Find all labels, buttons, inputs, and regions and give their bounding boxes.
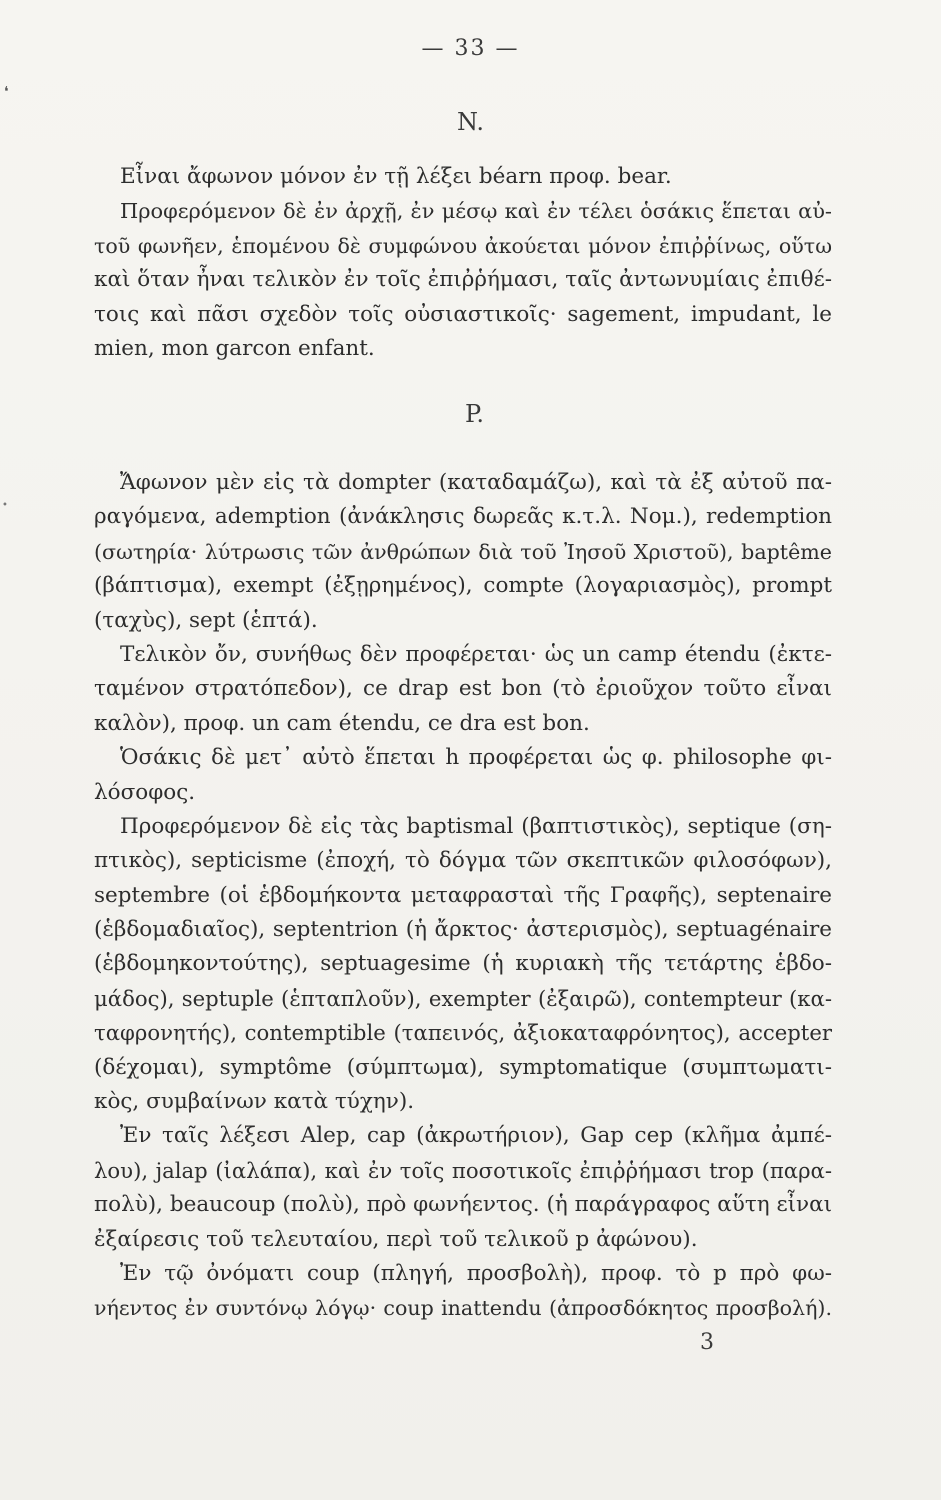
section-p-text [94, 466, 832, 1326]
margin-mark-icon: ❛ [4, 84, 9, 100]
text-line: καλὸν), προφ. un cam étendu, ce dra est bon. [94, 710, 590, 736]
section-n-text [94, 160, 832, 366]
text-line: (ἑβδομηκοντούτης), septuagesime (ἡ κυριακὴ τῆς τετάρτης ἑβδο- [94, 951, 832, 977]
text-line: (δέχομαι), symptôme (σύμπτωμα), symptomatique (συμπτωματι- [94, 1054, 832, 1080]
text-line: (ἑβδομαδιαῖος), septentrion (ἡ ἄρκτος· ἀστερισμὸς), septuagénaire [94, 917, 832, 943]
text-line: Προφερόμενον δὲ ἐν ἀρχῇ, ἐν μέσῳ καὶ ἐν τέλει ὁσάκις ἕπεται αὐ- [120, 199, 832, 224]
text-line: λόσοφος. [94, 779, 196, 805]
text-line: Ἐν τῷ ὀνόματι coup (πληγή, προσβολὴ), προφ. τὸ p πρὸ φω- [120, 1260, 832, 1286]
margin-dot-icon: • [2, 500, 8, 511]
signature-mark: 3 [700, 1330, 714, 1355]
text-line: τοις καὶ πᾶσι σχεδὸν τοῖς οὐσιαστικοῖς· sagement, impudant, le [94, 301, 832, 327]
text-line: Τελικὸν ὄν, συνήθως δὲν προφέρεται· ὡς un camp étendu (ἐκτε- [120, 641, 832, 667]
text-line: septembre (οἱ ἑβδομήκοντα μεταφρασταὶ τῆς Γραφῆς), septenaire [94, 882, 832, 908]
text-line: καὶ ὅταν ἦναι τελικὸν ἐν τοῖς ἐπιῤῥήμασι, ταῖς ἀντωνυμίαις ἐπιθέ- [94, 267, 832, 293]
text-line: ταμένον στρατόπεδον), ce drap est bon (τὸ ἐριοῦχον τοῦτο εἶναι [94, 676, 832, 702]
text-line: mien, mon garcon enfant. [94, 335, 375, 361]
text-line: μάδος), septuple (ἑπταπλοῦν), exempter (ἐξαιρῶ), contempteur (κα- [94, 985, 832, 1011]
text-line: ἐξαίρεσις τοῦ τελευταίου, περὶ τοῦ τελικοῦ p ἀφώνου). [94, 1226, 698, 1252]
text-line: (βάπτισμα), exempt (ἐξῃρημένος), compte (λογαριασμὸς), prompt [94, 573, 832, 599]
text-line: Εἶναι ἄφωνον μόνον ἐν τῇ λέξει béarn προφ. bear. [120, 164, 672, 189]
text-line: Ἄφωνον μὲν εἰς τὰ dompter (καταδαμάζω), καὶ τὰ ἐξ αὐτοῦ πα- [120, 470, 832, 495]
text-line: νήεντος ἐν συντόνῳ λόγῳ· coup inattendu (ἀπροσδόκητος προσβολή). [94, 1296, 832, 1321]
section-heading-p: P. [465, 400, 484, 428]
text-line: πτικὸς), septicisme (ἐποχή, τὸ δόγμα τῶν σκεπτικῶν φιλοσόφων), [94, 848, 832, 874]
text-line: λου), jalap (ἰαλάπα), καὶ ἐν τοῖς ποσοτικοῖς ἐπιῤῥήμασι trop (παρα- [94, 1157, 832, 1183]
text-line: Ἐν ταῖς λέξεσι Alep, cap (ἀκρωτήριον), Gap cep (κλῆμα ἀμπέ- [120, 1123, 832, 1149]
text-line: (ταχὺς), sept (ἑπτά). [94, 607, 318, 633]
text-line: (σωτηρία· λύτρωσις τῶν ἀνθρώπων διὰ τοῦ Ἰησοῦ Χριστοῦ), baptême [94, 539, 832, 564]
text-line: ταφρονητής), contemptible (ταπεινός, ἀξιοκαταφρόνητος), accepter [94, 1020, 832, 1046]
text-line: Προφερόμενον δὲ εἰς τὰς baptismal (βαπτιστικὸς), septique (ση- [120, 813, 832, 839]
text-line: Ὁσάκις δὲ μετ᾽ αὐτὸ ἕπεται h προφέρεται ὡς φ. philosophe φι- [120, 745, 832, 771]
text-line: ραγόμενα, ademption (ἀνάκλησις δωρεᾶς κ.τ.λ. Νομ.), redemption [94, 504, 832, 530]
text-line: κὸς, συμβαίνων κατὰ τύχην). [94, 1089, 415, 1115]
section-heading-n: N. [456, 108, 485, 136]
text-line: τοῦ φωνῆεν, ἑπομένου δὲ συμφώνου ἀκούεται μόνον ἐπιῤῥίνως, οὕτω [94, 233, 832, 258]
text-line: πολὺ), beaucoup (πολὺ), πρὸ φωνήεντος. (ἡ παράγραφος αὕτη εἶναι [94, 1192, 833, 1218]
page-number: — 33 — [421, 36, 520, 61]
